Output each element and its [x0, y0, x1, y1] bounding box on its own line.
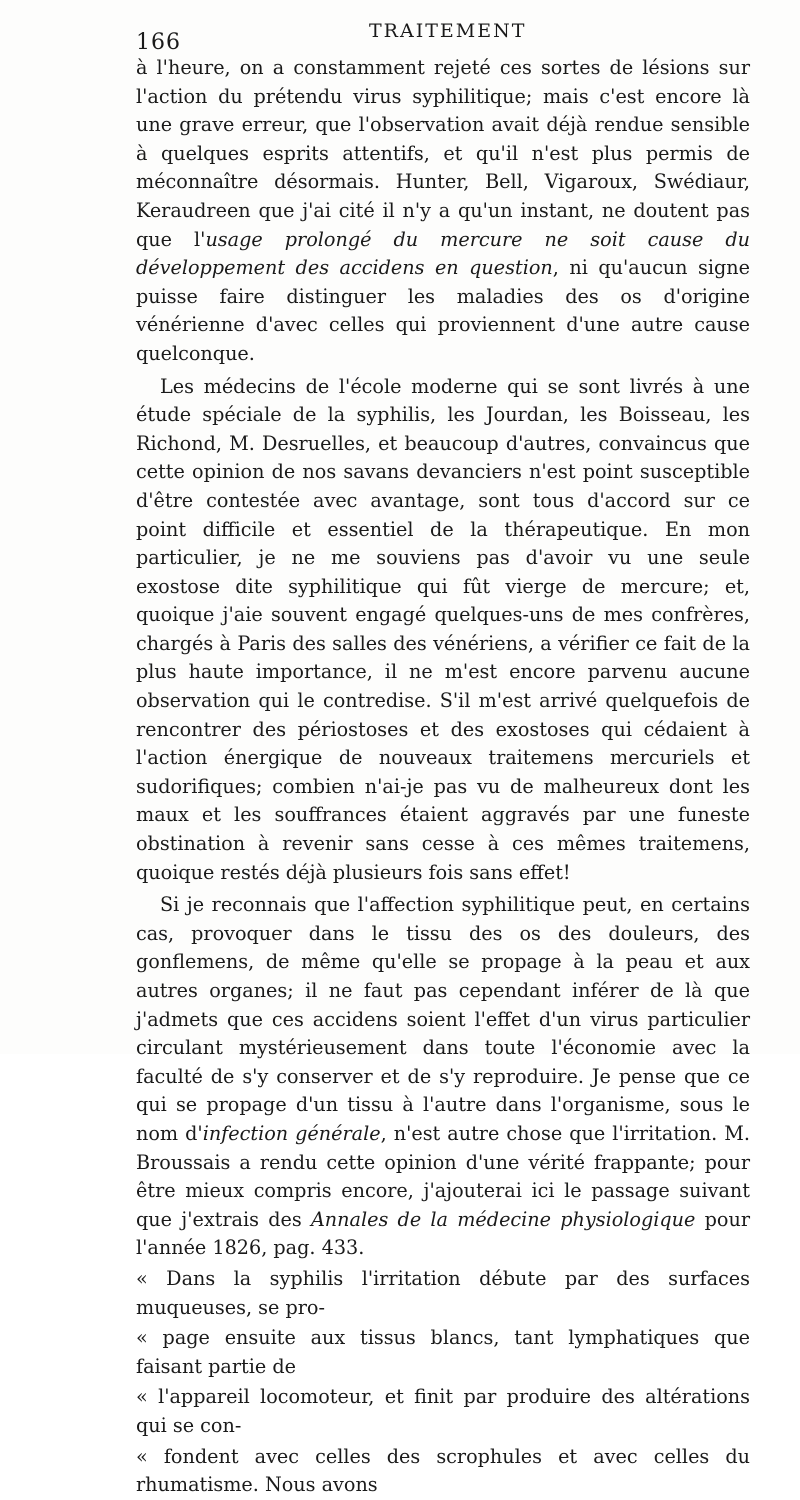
- paragraph-1-italic-phrase: usage prolongé du mercure ne soit cause du développement des accidens en question: [136, 227, 750, 280]
- running-head: [136, 20, 748, 55]
- paragraph-3-journal-title: Annales de la médecine physiologique: [310, 1207, 696, 1231]
- quote-line-2: « page ensuite aux tissus blancs, tant lymphatiques que faisant partie de: [136, 1326, 750, 1378]
- paragraph-2: [136, 373, 750, 888]
- paragraph-1-text-a: à l'heure, on a constamment rejeté ces sortes de lésions sur l'action du prétendu virus syphilitique; mais c'est encore là une grave erreur, que l'observation avait déjà rendue sensible à quelques esprits attentifs, et qu'il n'est plus permis de méconnaître désormais. Hunter, Bell, Vigaroux, Swédiaur, Keraudreen que j'ai cité il n'y a qu'un instant, ne doutent pas que l': [136, 56, 750, 251]
- quote-line-1: « Dans la syphilis l'irritation débute par des surfaces muqueuses, se pro-: [136, 1266, 750, 1319]
- running-title: TRAITEMENT: [369, 20, 527, 42]
- quote-line-3: « l'appareil locomoteur, et finit par produire des altérations qui se con-: [136, 1385, 750, 1437]
- page-number: 166: [136, 30, 181, 55]
- paragraph-2-text: Les médecins de l'école moderne qui se sont livrés à une étude spéciale de la syphilis, les Jourdan, les Boisseau, les Richond, M. Desruelles, et beaucoup d'autres, convaincus que cette opinion de nos savans devanciers n'est point susceptible d'être contestée avec avantage, sont tous d'accord sur ce point difficile et essentiel de la thérapeutique. En mon particulier, je ne me souviens pas d'avoir vu une seule exostose dite syphilitique qui fût vierge de mercure; et, quoique j'aie souvent engagé quelques-uns de mes confrères, chargés à Paris des salles des vénériens, a vérifier ce fait de la plus haute importance, il ne m'est encore parvenu aucune observation qui le contredise. S'il m'est arrivé quelquefois de rencontrer des périostoses et des exostoses qui cédaient à l'action énergique de nouveaux traitemens mercuriels et sudorifiques; combien n'ai-je pas vu de malheureux dont les maux et les souffrances étaient aggravés par une funeste obstination à revenir sans cesse à ces mêmes traitemens, quoique restés déjà plusieurs fois sans effet!: [136, 374, 750, 884]
- paragraph-3-text-a: Si je reconnais que l'affection syphilitique peut, en certains cas, provoquer dans le tissu des os des douleurs, des gonflemens, de même qu'elle se propage à la peau et aux autres organes; il ne faut pas cependant inférer de là que j'admets que ces accidens soient l'effet d'un virus particulier circulant mystérieusement dans toute l'économie avec la faculté de s'y conserver et de s'y reproduire. Je pense que ce qui se propage d'un tissu à l'autre dans l'organisme, sous le nom d': [136, 893, 750, 1145]
- paragraph-3-text-c: pour l'année 1826, pag. 433.: [136, 1207, 751, 1260]
- paragraph-3-italic-term: infection générale: [202, 1121, 381, 1145]
- paragraph-3-text-b: , n'est autre chose que l'irritation. M. Broussais a rendu cette opinion d'une vérité frappante; pour être mieux compris encore, j'ajouterai ici le passage suivant que j'extrais des: [136, 1121, 750, 1231]
- paragraph-3: [136, 891, 750, 1263]
- paragraph-1: [136, 54, 750, 369]
- body-text: [136, 54, 750, 1500]
- quote-line-4: « fondent avec celles des scrophules et avec celles du rhumatisme. Nous avons: [136, 1444, 750, 1497]
- paragraph-1-text-b: , ni qu'aucun signe puisse faire distinguer les maladies des os d'origine vénérienne d'avec celles qui proviennent d'une autre cause quelconque.: [136, 256, 751, 365]
